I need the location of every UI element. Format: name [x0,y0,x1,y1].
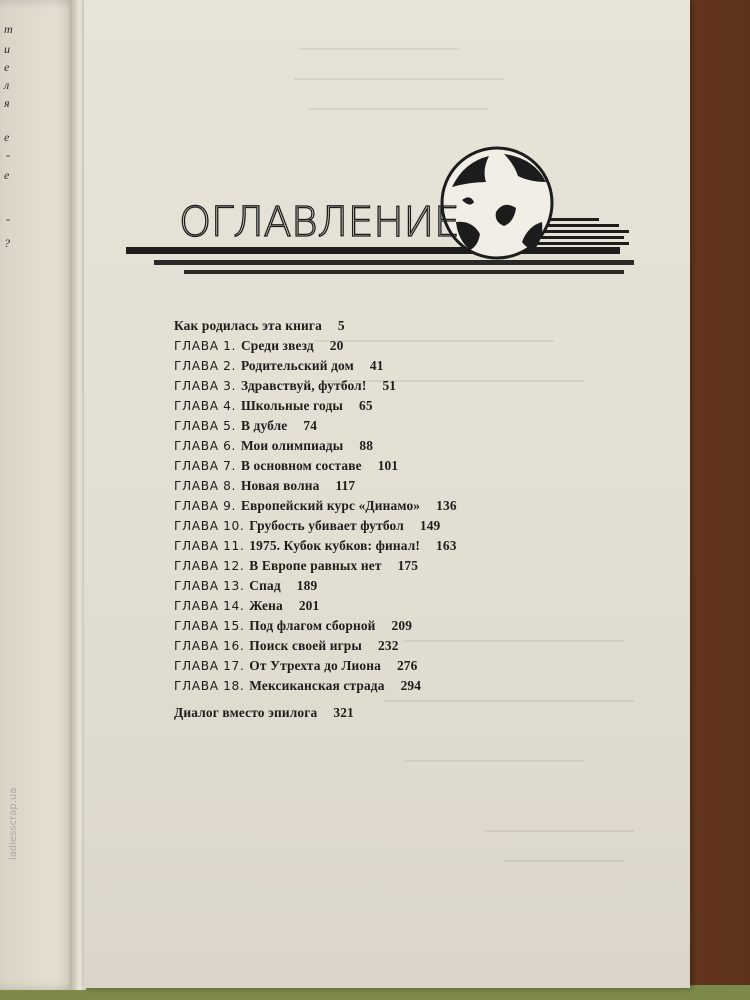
toc-chapter-row [174,376,634,396]
toc-chapter-row [174,676,634,696]
chapter-label: ГЛАВА 7. [174,459,236,473]
contents-page [84,0,690,988]
toc-page-number: 88 [359,438,374,453]
chapter-label: ГЛАВА 8. [174,479,236,493]
toc-chapter-row [174,336,634,356]
chapter-label: ГЛАВА 18. [174,679,245,693]
left-page-fragment: - [6,148,10,162]
toc-page-number: 65 [359,398,373,413]
toc-chapter-row [174,656,634,676]
chapter-title: Под флагом сборной [249,618,376,633]
toc-chapter-row [174,596,634,616]
chapter-label: ГЛАВА 9. [174,499,236,513]
chapter-title: Европейский курс «Динамо» [240,498,421,513]
page-title: ОГЛАВЛЕНИЕ [179,198,460,246]
left-page-fragment: л [4,78,10,92]
toc-chapter-row [174,576,634,596]
chapter-title: Грубость убивает футбол [249,518,404,533]
toc-page-number: 232 [378,638,399,653]
left-page-fragment: ? [4,236,10,250]
toc-chapter-row [174,396,634,416]
toc-page-number: 276 [396,658,418,673]
toc-chapter-row [174,616,634,636]
chapter-label: ГЛАВА 13. [174,579,245,593]
chapter-title: В Европе равных нет [249,558,382,573]
chapter-title: Здравствуй, футбол! [240,378,367,393]
toc-page-number: 175 [397,558,419,573]
chapter-label: ГЛАВА 17. [174,659,245,673]
chapter-label: ГЛАВА 11. [174,539,245,553]
chapter-label: ГЛАВА 3. [174,379,236,393]
chapter-title: 1975. Кубок кубков: финал! [249,538,421,553]
chapter-label: ГЛАВА 15. [174,619,245,633]
left-page-fragment: е [4,60,10,74]
left-page-fragment: т [4,22,13,36]
chapter-label: ГЛАВА 4. [174,399,236,413]
toc-page-number: 74 [303,418,318,433]
chapter-title: Школьные годы [240,398,343,413]
toc-page-number: 294 [400,678,422,693]
toc-chapter-row [174,476,634,496]
chapter-title: От Утрехта до Лиона [249,658,381,673]
toc-chapter-row [174,556,634,576]
toc-page-number: 201 [298,598,320,613]
toc-page-number: 163 [436,538,457,553]
toc-chapter-row [174,536,634,556]
toc-page-number: 51 [382,378,397,393]
chapter-title: Родительский дом [240,358,354,373]
chapter-title: В основном составе [240,458,362,473]
toc-entry-title: Диалог вместо эпилога [174,705,318,720]
chapter-label: ГЛАВА 16. [174,639,245,653]
toc-page-number: 209 [391,618,413,633]
chapter-title: Среди звезд [240,338,314,353]
chapter-title: Новая волна [240,478,320,493]
chapter-label: ГЛАВА 2. [174,359,236,373]
toc-page-number: 41 [369,358,384,373]
toc-page-number: 136 [436,498,457,513]
watermark: ladiesscrap.ua [8,787,19,860]
chapter-title: В дубле [240,418,288,433]
toc-page-number: 101 [377,458,399,473]
chapter-label: ГЛАВА 10. [174,519,245,533]
toc-page-number: 149 [419,518,441,533]
toc-chapter-row [174,516,634,536]
toc-chapter-row [174,436,634,456]
toc-chapter-row [174,456,634,476]
toc-chapter-row [174,496,634,516]
toc-chapter-row [174,416,634,436]
toc-chapter-row [174,636,634,656]
chapter-label: ГЛАВА 5. [174,419,236,433]
chapter-title: Жена [249,598,283,613]
toc-intro [174,316,634,336]
toc-entry-title: Как родилась эта книга [174,318,322,333]
left-page-fragment: е [4,168,10,182]
chapter-title: Спад [249,578,281,593]
left-page-fragment: и [4,42,10,56]
left-page-fragment: - [6,212,10,226]
toc-page-number: 321 [333,705,354,720]
chapter-label: ГЛАВА 6. [174,439,236,453]
toc-chapter-row [174,356,634,376]
chapter-label: ГЛАВА 12. [174,559,245,573]
toc-outro [174,703,634,723]
toc-page-number: 20 [329,338,344,353]
left-page-fragment: е [4,130,10,144]
chapter-label: ГЛАВА 14. [174,599,245,613]
toc-page-number: 5 [337,318,345,333]
left-page-fragment: я [4,96,10,110]
chapter-label: ГЛАВА 1. [174,339,236,353]
chapter-title: Поиск своей игры [249,638,363,653]
toc-page-number: 189 [296,578,318,593]
chapter-title: Мексиканская страда [249,678,385,693]
table-of-contents [174,316,634,723]
toc-page-number: 117 [335,478,356,493]
chapter-title: Мои олимпиады [240,438,344,453]
